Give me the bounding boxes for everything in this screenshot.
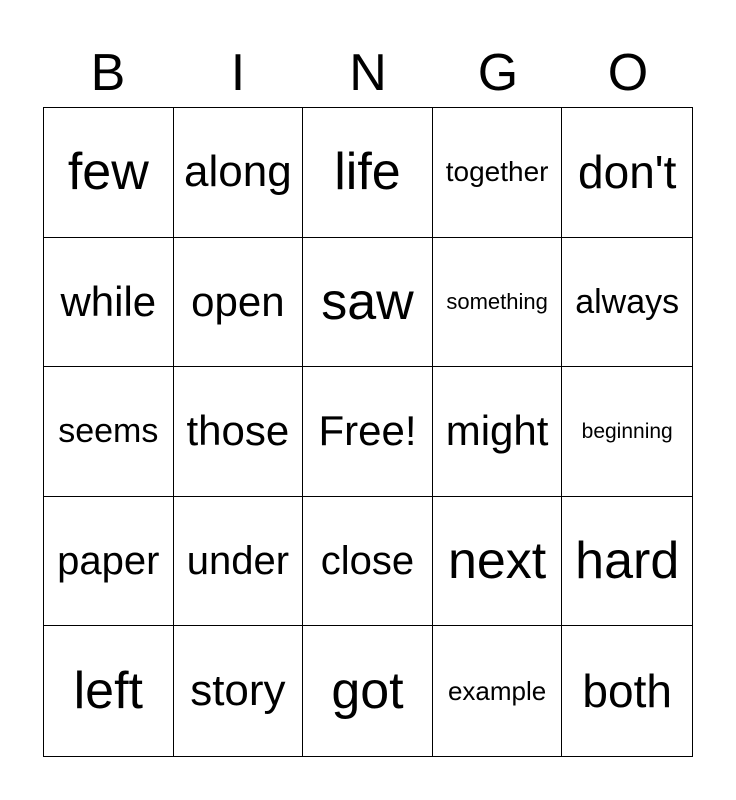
header-letter-n: N [349,44,387,102]
bingo-cell[interactable]: example [433,626,563,756]
bingo-cell[interactable]: few [44,108,174,238]
bingo-cell[interactable]: close [303,497,433,627]
bingo-cell[interactable]: left [44,626,174,756]
bingo-cell[interactable]: don't [562,108,692,238]
bingo-cell[interactable]: open [174,238,304,368]
header-letter-o: O [607,44,649,102]
header-letter-i: I [230,44,246,102]
bingo-cell[interactable]: might [433,367,563,497]
bingo-cell[interactable]: together [433,108,563,238]
bingo-cell[interactable]: those [174,367,304,497]
bingo-cell[interactable]: paper [44,497,174,627]
bingo-board [43,107,693,757]
bingo-cell[interactable]: both [582,665,672,718]
bingo-cell[interactable]: hard [562,497,692,627]
bingo-cell[interactable]: always [562,238,692,368]
bingo-cell[interactable]: something [433,238,563,368]
bingo-cell[interactable]: Free! [303,367,433,497]
bingo-cell[interactable]: seems [44,367,174,497]
bingo-cell[interactable]: saw [303,238,433,368]
bingo-cell[interactable]: life [303,108,433,238]
bingo-cell[interactable]: story [174,626,304,756]
header-letter-b: B [90,44,126,102]
bingo-cell[interactable]: while [44,238,174,368]
bingo-cell[interactable]: along [174,108,304,238]
header-letter-g: G [477,44,519,102]
bingo-cell[interactable]: next [433,497,563,627]
bingo-cell[interactable]: under [174,497,304,627]
bingo-cell[interactable]: got [303,626,433,756]
bingo-cell[interactable]: beginning [562,367,692,497]
bingo-header [43,42,693,104]
